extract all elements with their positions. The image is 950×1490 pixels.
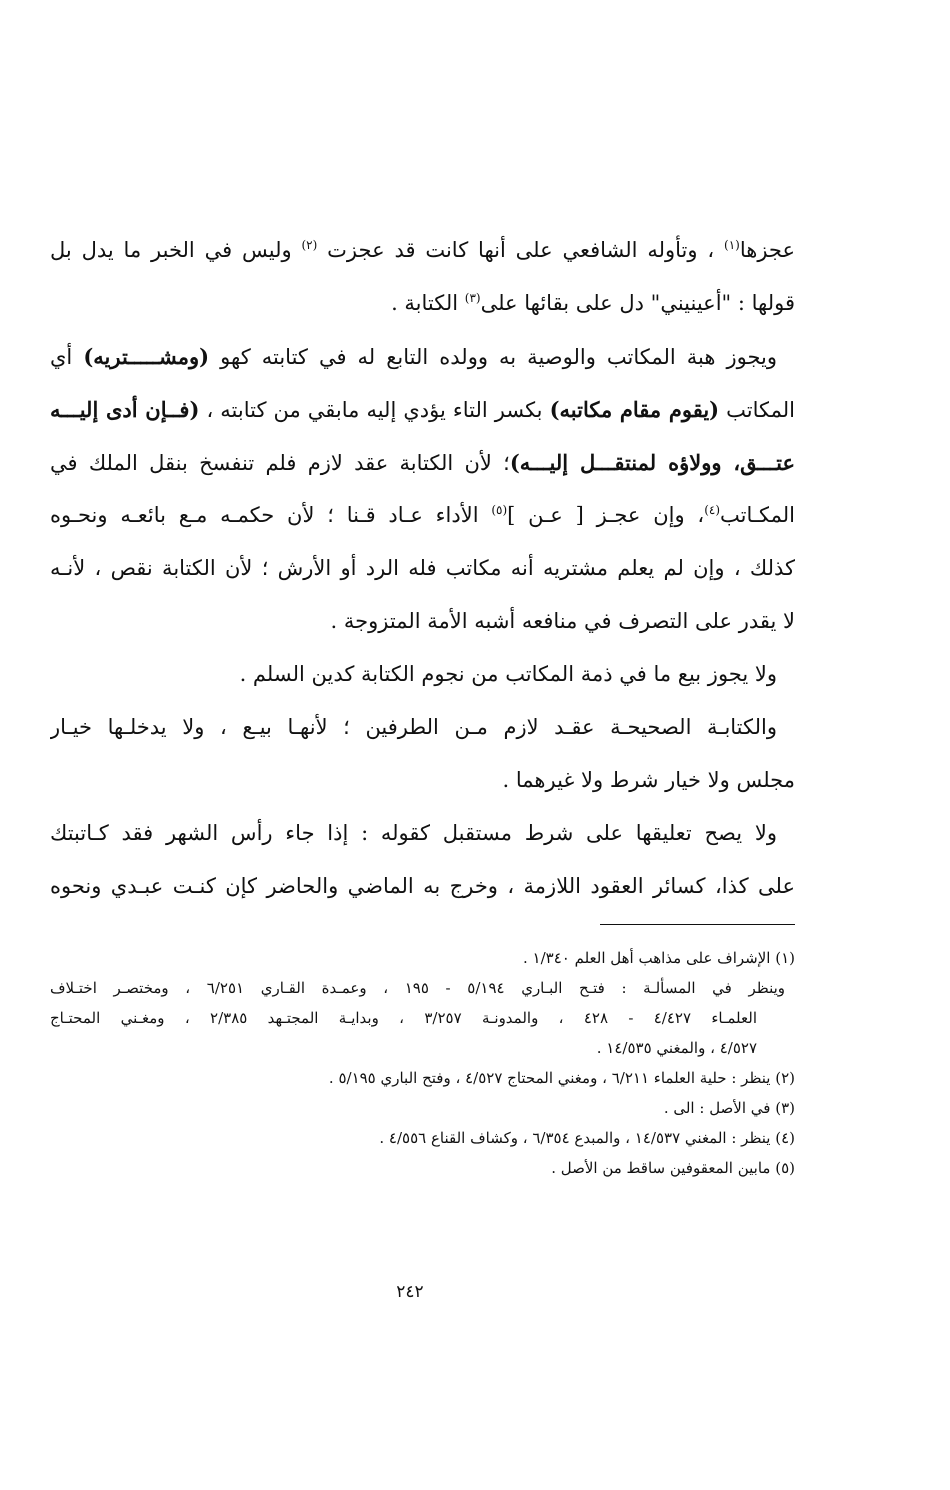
footnote-3: (٣) في الأصل : الى .: [663, 1099, 795, 1117]
footnote-1-continuation: وينظر في المسألـة : فتـح البـاري ٥/١٩٤ - ١٩٥ ، وعمـدة القـاري ٦/٢٥١ ، ومختصـر اختـلاف: [50, 979, 786, 997]
text-line: [50, 383, 795, 436]
text-run: ؛ لأن الكتابة عقد لازم فلم تنفسخ بنقل الملك في: [50, 451, 510, 475]
text-run: ، وتأوله الشافعي على أنها كانت قد عجزت: [317, 238, 725, 262]
text-line: على كذا، كسائر العقود اللازمة ، وخرج به الماضي والحاضر كإن كنـت عبـدي ونحوه: [50, 874, 795, 898]
text-run: ، وإن عجـز [ عـن ]: [507, 503, 705, 527]
page-number: ٢٤٢: [396, 1282, 424, 1302]
footnotes: [50, 943, 795, 1183]
footnote-5: (٥) مابين المعقوفين ساقط من الأصل .: [551, 1159, 795, 1177]
text-line: كذلك ، وإن لم يعلم مشتريه أنه مكاتب فله الرد أو الأرش ؛ لأن الكتابة نقص ، لأنـه: [50, 556, 795, 580]
footnote-2: (٢) ينظر : حلية العلماء ٦/٢١١ ، ومغني المحتاج ٤/٥٢٧ ، وفتح الباري ٥/١٩٥ .: [328, 1069, 795, 1087]
footnote-1-continuation: العلمـاء ٤/٤٢٧ - ٤٢٨ ، والمدونـة ٣/٢٥٧ ، وبدايـة المجتـهد ٢/٣٨٥ ، ومغـني المحتـاج: [50, 1009, 757, 1027]
text-run: المكـاتب: [720, 503, 795, 527]
text-run: بكسر التاء يؤدي إليه مابقي من كتابته ،: [199, 398, 550, 422]
text-run: وليس في الخبر ما يدل بل: [50, 238, 302, 262]
matn-bold-text: عتـــق، وولاؤه لمنتقـــل إليـــه): [509, 450, 795, 475]
text-line: [50, 330, 795, 383]
matn-bold-text: (فــإن أدى إليـــه: [50, 397, 200, 422]
text-line: [50, 224, 795, 277]
text-run: الكتابة .: [391, 291, 465, 315]
text-line: [50, 277, 795, 330]
matn-bold-text: (ومشـــــتريه): [83, 344, 210, 369]
footnote-ref: (٣): [464, 291, 481, 305]
text-run: المكاتب: [719, 398, 795, 422]
text-run: أي: [50, 345, 84, 369]
main-text: [50, 224, 795, 913]
footnote-1-continuation: ٤/٥٢٧ ، والمغني ١٤/٥٣٥ .: [596, 1039, 757, 1057]
text-run: الأداء عـاد قـنا ؛ لأن حكمـه مـع بائعـه ونحـوه: [50, 503, 492, 527]
text-run: ويجوز هبة المكاتب والوصية به وولده التابع له في كتابته كهو: [209, 345, 778, 369]
footnote-ref: (٥): [491, 503, 508, 517]
text-line: ولا يصح تعليقها على شرط مستقبل كقوله : إذا جاء رأس الشهر فقد كـاتبتك: [50, 821, 777, 845]
footnote-ref: (٢): [301, 238, 318, 252]
text-line: والكتابـة الصحيحـة عقـد لازم مـن الطرفين ؛ لأنهـا بيـع ، ولا يدخلـها خيـار: [50, 715, 777, 739]
text-run: قولها : "أعينيني" دل على بقائها على: [480, 291, 795, 315]
footnote-ref: (٤): [704, 503, 721, 517]
footnote-separator: [600, 924, 795, 925]
text-line: ولا يجوز بيع ما في ذمة المكاتب من نجوم الكتابة كدين السلم .: [239, 662, 777, 686]
matn-bold-text: (يقوم مقام مكاتبه): [549, 397, 720, 422]
text-line: [50, 436, 795, 489]
text-line: [50, 489, 795, 542]
text-run: عجزها: [739, 238, 795, 262]
footnote-4: (٤) ينظر : المغني ١٤/٥٣٧ ، والمبدع ٦/٣٥٤ ، وكشاف القناع ٤/٥٥٦ .: [379, 1129, 795, 1147]
footnote-ref: (١): [724, 238, 740, 252]
text-line: مجلس ولا خيار شرط ولا غيرهما .: [502, 768, 795, 792]
footnote-1: (١) الإشراف على مذاهب أهل العلم ١/٣٤٠ .: [523, 949, 795, 967]
text-line: لا يقدر على التصرف في منافعه أشبه الأمة المتزوجة .: [330, 609, 795, 633]
